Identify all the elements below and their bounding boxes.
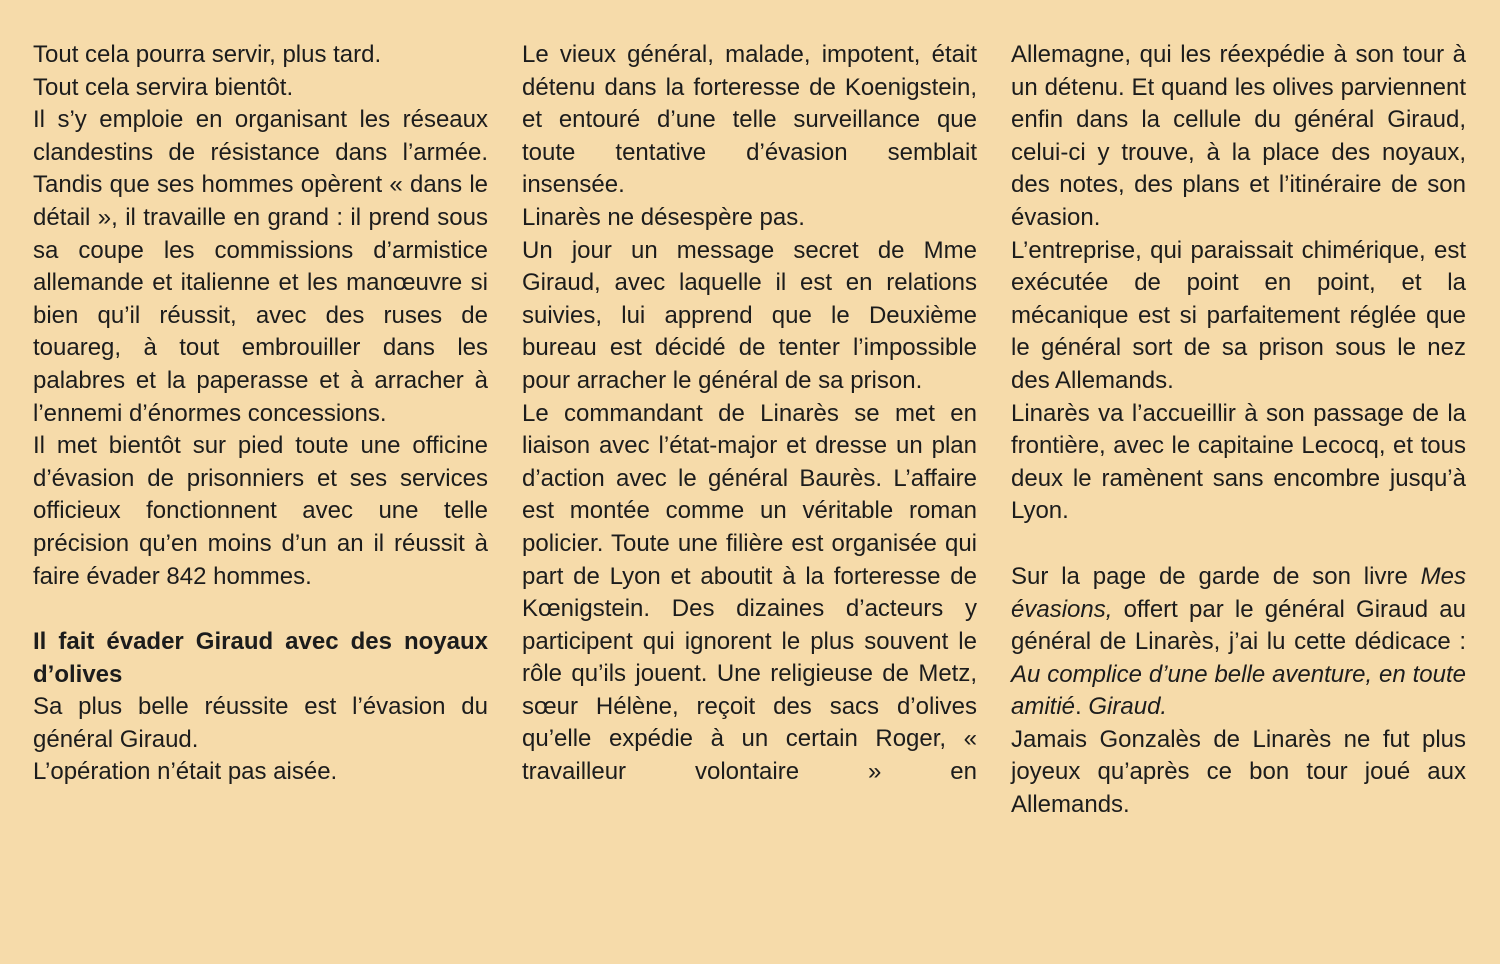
body-text: Le commandant de Linarès se met en liaison avec l’état-major et dresse un plan d’action avec le général Baurès. L’affaire est montée comme un véritable roman policier. Toute une filière est organisée qui part de Lyon et aboutit à la forteresse de Kœnigstein. Des dizaines d’acteurs y participent qui ignorent le plus souvent le rôle qu’ils jouent. Une religieuse de Metz, sœur Hélène, reçoit des sacs d’olives qu’elle expédie à un certain Roger, « travailleur volontaire » en: [522, 399, 977, 786]
body-text: Un jour un message secret de Mme Giraud, avec laquelle il est en relations suivies, lui apprend que le Deuxième bureau est décidé de tenter l’impossible pour arracher le général de sa prison.: [522, 236, 977, 394]
text-column-1: [33, 39, 488, 822]
paragraph: [33, 104, 488, 430]
paragraph: [522, 235, 977, 398]
body-text: Sur la page de garde de son livre: [1011, 562, 1421, 590]
body-text: .: [1075, 693, 1089, 721]
body-text: L’opération n’était pas aisée.: [33, 758, 338, 786]
section-heading: [33, 626, 488, 691]
body-text: Il s’y emploie en organisant les réseaux clandestins de résistance dans l’armée. Tandis que ses hommes opèrent « dans le détail », il travaille en grand : il prend sous sa coupe les commissions d’armistice allemande et italienne et les manœuvre si bien qu’il réussit, avec des ruses de touareg, à tout embrouiller dans les palabres et la paperasse et à arracher à l’ennemi d’énormes concessions.: [33, 106, 488, 427]
paragraph: [522, 39, 977, 202]
body-text: L’entreprise, qui paraissait chimérique, est exécutée de point en point, et la mécanique est si parfaitement réglée que le général sort de sa prison sous le nez des Allemands.: [1011, 236, 1466, 394]
body-text: Allemagne, qui les réexpédie à son tour à un détenu. Et quand les olives parviennent enfin dans la cellule du général Giraud, celui-ci y trouve, à la place des noyaux, des notes, des plans et l’itinéraire de son évasion.: [1011, 41, 1466, 231]
body-text: Sa plus belle réussite est l’évasion du général Giraud.: [33, 693, 488, 753]
italic-text: Giraud.: [1088, 693, 1168, 721]
paragraph: [1011, 235, 1466, 398]
paragraph: [1011, 39, 1466, 235]
body-text: Il fait évader Giraud avec des noyaux d’olives: [33, 628, 488, 688]
paragraph: [1011, 724, 1466, 822]
paragraph: [33, 756, 488, 789]
paragraph: [33, 72, 488, 105]
text-columns: [33, 39, 1466, 822]
body-text: Il met bientôt sur pied toute une officine d’évasion de prisonniers et ses services officieux fonctionnent avec une telle précision qu’en moins d’un an il réussit à faire évader 842 hommes.: [33, 432, 488, 590]
paragraph: [522, 398, 977, 789]
paragraph: [522, 202, 977, 235]
body-text: Jamais Gonzalès de Linarès ne fut plus joyeux qu’après ce bon tour joué aux Allemands.: [1011, 725, 1466, 819]
body-text: Tout cela pourra servir, plus tard.: [33, 41, 382, 68]
italic-text: Au complice d’une belle aventure, en toute amitié: [1011, 660, 1466, 721]
body-text: Le vieux général, malade, impotent, était détenu dans la forteresse de Koenigstein, et entouré d’une telle surveillance que toute tentative d’évasion semblait insensée.: [522, 41, 977, 199]
body-text: offert par le général Giraud au général de Linarès, j’ai lu cette dédicace :: [1011, 595, 1466, 656]
italic-text: Mes évasions,: [1011, 562, 1466, 623]
text-column-2: [522, 39, 977, 822]
body-text: Linarès va l’accueillir à son passage de la frontière, avec le capitaine Lecocq, et tous deux le ramènent sans encombre jusqu’à Lyon.: [1011, 399, 1466, 525]
body-text: Linarès ne désespère pas.: [522, 203, 805, 231]
paragraph: [33, 430, 488, 593]
column-spacer: [33, 593, 488, 626]
paragraph: [33, 39, 488, 72]
column-spacer: [1011, 528, 1466, 561]
text-column-3: [1011, 39, 1466, 822]
body-text: Tout cela servira bientôt.: [33, 73, 294, 101]
paragraph: [1011, 561, 1466, 724]
paragraph: [1011, 398, 1466, 528]
paragraph: [33, 691, 488, 756]
